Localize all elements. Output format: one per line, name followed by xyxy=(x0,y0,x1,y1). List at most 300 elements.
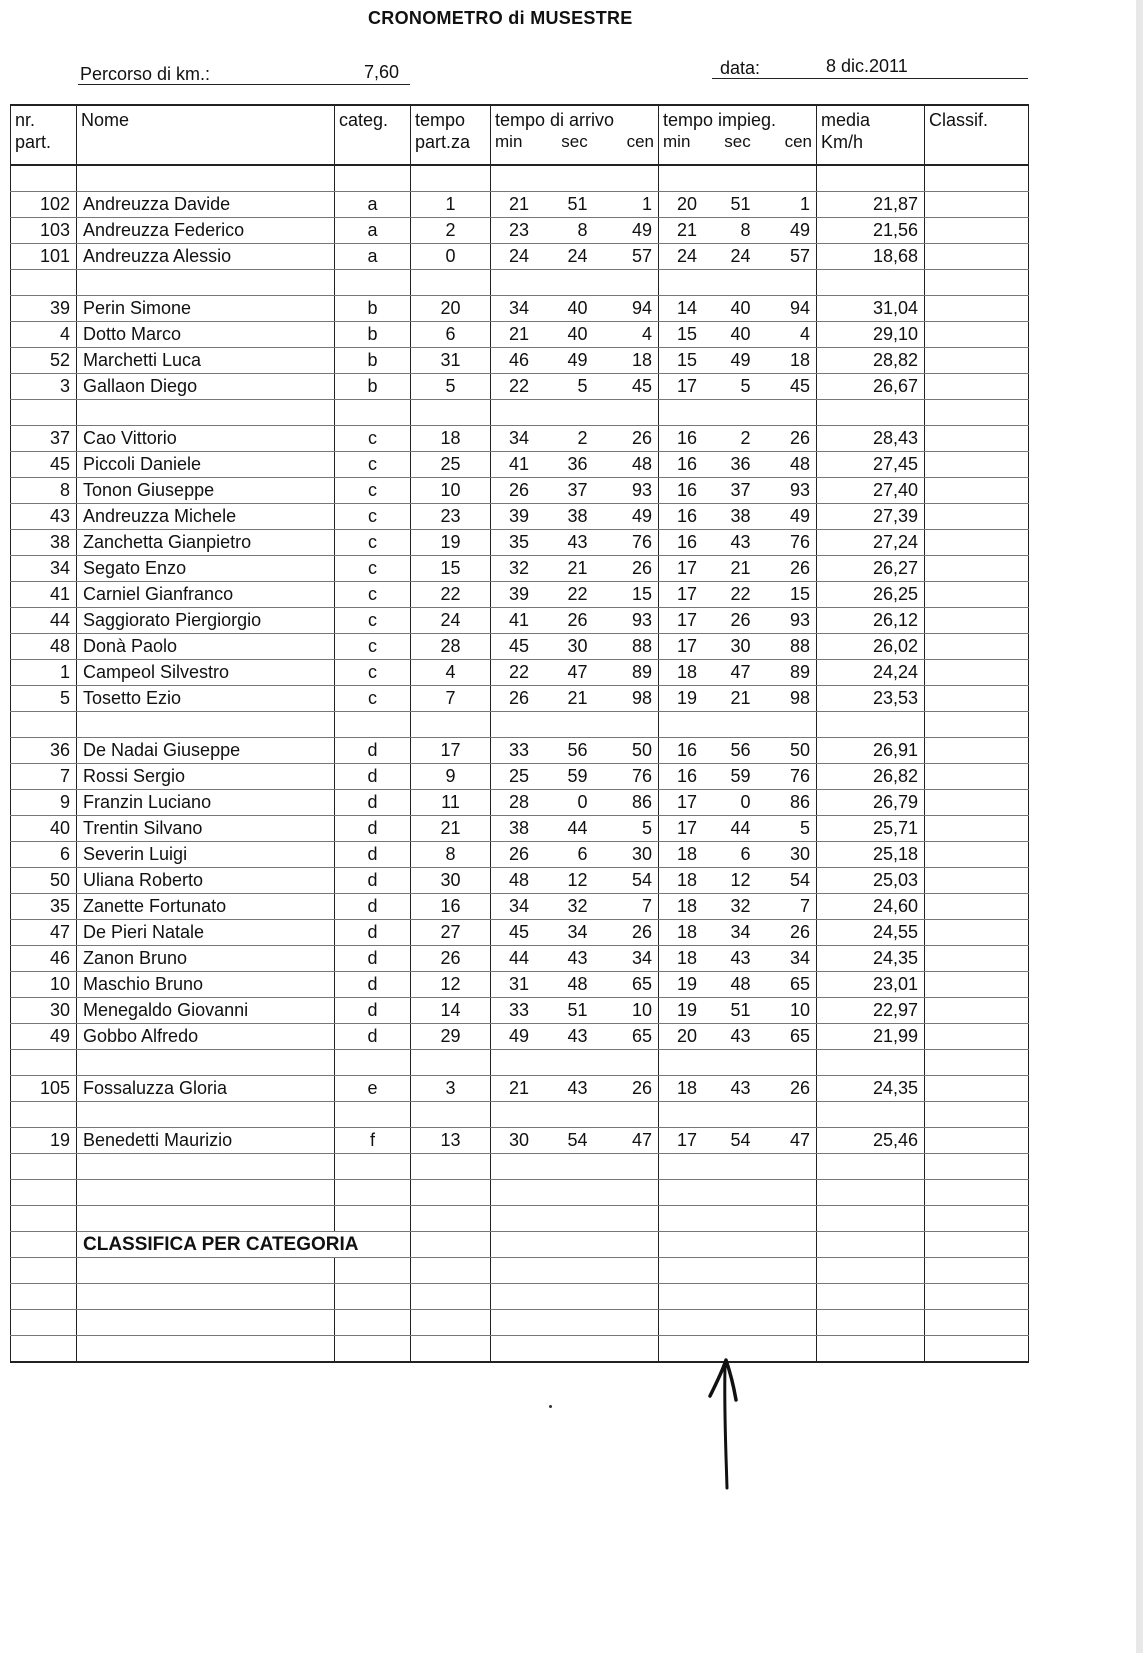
cell-elapsed xyxy=(659,868,817,894)
cell-start: 22 xyxy=(411,582,491,608)
cell-arrival-sec: 24 xyxy=(567,246,588,266)
cell-name: Fossaluzza Gloria xyxy=(77,1076,335,1102)
cell-arrival xyxy=(491,582,659,608)
cell-elapsed-min: 17 xyxy=(676,610,697,630)
cell-start: 27 xyxy=(411,920,491,946)
cell-categ: c xyxy=(335,686,411,712)
cell-average: 23,53 xyxy=(817,686,925,712)
cell-categ: c xyxy=(335,660,411,686)
cell-name: Campeol Silvestro xyxy=(77,660,335,686)
cell-elapsed xyxy=(659,920,817,946)
cell-rank xyxy=(925,1050,1029,1076)
cell-categ xyxy=(335,400,411,426)
cell-name: Cao Vittorio xyxy=(77,426,335,452)
empty-cell xyxy=(11,1310,77,1336)
empty-cell xyxy=(925,1258,1029,1284)
cell-categ: c xyxy=(335,426,411,452)
table-row xyxy=(11,738,1029,764)
cell-elapsed-sec: 38 xyxy=(730,506,751,526)
cell-elapsed xyxy=(659,348,817,374)
cell-nr: 10 xyxy=(11,972,77,998)
cell-rank xyxy=(925,816,1029,842)
cell-elapsed-min: 20 xyxy=(676,1026,697,1046)
cell-arrival-min: 34 xyxy=(508,896,529,916)
cell-nr: 45 xyxy=(11,452,77,478)
cell-elapsed-cen: 47 xyxy=(789,1130,810,1150)
cell-arrival xyxy=(491,686,659,712)
cell-name: Andreuzza Alessio xyxy=(77,244,335,270)
cell-arrival xyxy=(491,868,659,894)
cell-arrival xyxy=(491,1102,659,1128)
empty-cell xyxy=(411,1232,491,1258)
cell-elapsed xyxy=(659,1180,817,1206)
cell-arrival-sec: 26 xyxy=(567,610,588,630)
cell-nr: 47 xyxy=(11,920,77,946)
cell-arrival xyxy=(491,400,659,426)
cell-start xyxy=(411,1180,491,1206)
cell-average: 29,10 xyxy=(817,322,925,348)
cell-arrival xyxy=(491,452,659,478)
cell-arrival-min: 22 xyxy=(508,376,529,396)
cell-elapsed-min: 16 xyxy=(676,740,697,760)
header-nr: nr. part. xyxy=(11,105,77,165)
table-row xyxy=(11,1180,1029,1206)
cell-start: 0 xyxy=(411,244,491,270)
cell-elapsed xyxy=(659,1102,817,1128)
cell-elapsed-cen: 10 xyxy=(789,1000,810,1020)
cell-arrival-min: 21 xyxy=(508,194,529,214)
cell-elapsed-sec: 40 xyxy=(730,298,751,318)
cell-arrival-sec: 40 xyxy=(567,298,588,318)
empty-cell xyxy=(659,1258,817,1284)
cell-arrival-cen: 45 xyxy=(631,376,652,396)
table-row xyxy=(11,192,1029,218)
cell-start xyxy=(411,1102,491,1128)
cell-elapsed-sec: 54 xyxy=(730,1130,751,1150)
cell-arrival-min: 33 xyxy=(508,740,529,760)
cell-arrival-cen: 65 xyxy=(631,974,652,994)
cell-elapsed xyxy=(659,504,817,530)
cell-arrival xyxy=(491,608,659,634)
cell-rank xyxy=(925,764,1029,790)
cell-start xyxy=(411,400,491,426)
cell-elapsed-cen: 7 xyxy=(799,896,810,916)
cell-average: 23,01 xyxy=(817,972,925,998)
table-row xyxy=(11,764,1029,790)
cell-average: 24,35 xyxy=(817,1076,925,1102)
empty-cell xyxy=(817,1232,925,1258)
cell-average xyxy=(817,270,925,296)
cell-elapsed-cen: 26 xyxy=(789,558,810,578)
table-row xyxy=(11,712,1029,738)
cell-categ: d xyxy=(335,816,411,842)
cell-arrival-cen: 88 xyxy=(631,636,652,656)
cell-arrival xyxy=(491,712,659,738)
cell-average: 31,04 xyxy=(817,296,925,322)
cell-elapsed-min: 18 xyxy=(676,1078,697,1098)
cell-start: 31 xyxy=(411,348,491,374)
cell-elapsed-cen: 49 xyxy=(789,506,810,526)
cell-average xyxy=(817,165,925,192)
cell-average: 22,97 xyxy=(817,998,925,1024)
cell-rank xyxy=(925,556,1029,582)
cell-rank xyxy=(925,842,1029,868)
header-rank: Classif. xyxy=(925,105,1029,165)
cell-rank xyxy=(925,1154,1029,1180)
cell-arrival-sec: 43 xyxy=(567,1026,588,1046)
cell-elapsed-sec: 21 xyxy=(730,688,751,708)
cell-elapsed-cen: 26 xyxy=(789,922,810,942)
cell-arrival-cen: 26 xyxy=(631,558,652,578)
cell-arrival-sec: 59 xyxy=(567,766,588,786)
cell-name: Andreuzza Federico xyxy=(77,218,335,244)
cell-arrival-cen: 98 xyxy=(631,688,652,708)
empty-cell xyxy=(77,1284,335,1310)
cell-average: 25,71 xyxy=(817,816,925,842)
cell-name: Trentin Silvano xyxy=(77,816,335,842)
empty-cell xyxy=(817,1310,925,1336)
cell-elapsed-sec: 36 xyxy=(730,454,751,474)
cell-categ xyxy=(335,1180,411,1206)
cell-nr: 50 xyxy=(11,868,77,894)
cell-elapsed xyxy=(659,972,817,998)
cell-elapsed xyxy=(659,1206,817,1232)
cell-elapsed-sec: 44 xyxy=(730,818,751,838)
cell-elapsed-sec: 56 xyxy=(730,740,751,760)
section-title: CLASSIFICA PER CATEGORIA xyxy=(77,1232,411,1258)
cell-categ: c xyxy=(335,582,411,608)
cell-elapsed-sec: 21 xyxy=(730,558,751,578)
date-label: data: xyxy=(720,58,761,78)
cell-arrival-min: 32 xyxy=(508,558,529,578)
table-row xyxy=(11,556,1029,582)
cell-elapsed xyxy=(659,270,817,296)
cell-arrival xyxy=(491,348,659,374)
cell-elapsed-cen: 76 xyxy=(789,532,810,552)
cell-arrival-min: 38 xyxy=(508,818,529,838)
table-row xyxy=(11,478,1029,504)
header-elapsed: tempo impieg. min sec cen xyxy=(659,105,817,165)
cell-rank xyxy=(925,218,1029,244)
cell-name: Tosetto Ezio xyxy=(77,686,335,712)
cell-categ: d xyxy=(335,738,411,764)
cell-arrival-sec: 47 xyxy=(567,662,588,682)
cell-arrival-min: 31 xyxy=(508,974,529,994)
cell-elapsed xyxy=(659,374,817,400)
empty-cell xyxy=(11,1284,77,1310)
cell-elapsed-min: 15 xyxy=(676,350,697,370)
cell-rank xyxy=(925,1180,1029,1206)
cell-name: Uliana Roberto xyxy=(77,868,335,894)
cell-elapsed xyxy=(659,816,817,842)
cell-elapsed xyxy=(659,842,817,868)
table-row xyxy=(11,400,1029,426)
table-row xyxy=(11,426,1029,452)
cell-average xyxy=(817,1050,925,1076)
cell-arrival-min: 23 xyxy=(508,220,529,240)
cell-average xyxy=(817,1102,925,1128)
cell-nr: 41 xyxy=(11,582,77,608)
cell-start: 10 xyxy=(411,478,491,504)
cell-name: Andreuzza Michele xyxy=(77,504,335,530)
cell-arrival-cen: 89 xyxy=(631,662,652,682)
page-edge xyxy=(1136,0,1143,1653)
cell-start: 6 xyxy=(411,322,491,348)
cell-average: 28,82 xyxy=(817,348,925,374)
cell-arrival xyxy=(491,322,659,348)
cell-average: 28,43 xyxy=(817,426,925,452)
cell-average: 25,46 xyxy=(817,1128,925,1154)
cell-rank xyxy=(925,374,1029,400)
cell-start: 9 xyxy=(411,764,491,790)
cell-arrival xyxy=(491,790,659,816)
cell-arrival-cen: 49 xyxy=(631,506,652,526)
section-row xyxy=(11,1232,1029,1258)
cell-elapsed xyxy=(659,712,817,738)
table-row xyxy=(11,1284,1029,1310)
cell-elapsed-min: 18 xyxy=(676,896,697,916)
cell-rank xyxy=(925,426,1029,452)
cell-arrival-cen: 57 xyxy=(631,246,652,266)
cell-elapsed xyxy=(659,322,817,348)
empty-cell xyxy=(925,1232,1029,1258)
empty-cell xyxy=(491,1232,659,1258)
cell-elapsed xyxy=(659,478,817,504)
cell-name: Gallaon Diego xyxy=(77,374,335,400)
cell-categ: a xyxy=(335,244,411,270)
cell-arrival xyxy=(491,426,659,452)
cell-elapsed-cen: 45 xyxy=(789,376,810,396)
cell-arrival-sec: 30 xyxy=(567,636,588,656)
cell-categ: b xyxy=(335,296,411,322)
ink-dot xyxy=(549,1405,552,1408)
cell-elapsed-cen: 4 xyxy=(799,324,810,344)
cell-elapsed xyxy=(659,582,817,608)
cell-arrival-min: 21 xyxy=(508,1078,529,1098)
cell-arrival-cen: 18 xyxy=(631,350,652,370)
cell-start: 1 xyxy=(411,192,491,218)
cell-arrival xyxy=(491,192,659,218)
cell-elapsed-min: 17 xyxy=(676,558,697,578)
table-row xyxy=(11,894,1029,920)
cell-rank xyxy=(925,452,1029,478)
cell-rank xyxy=(925,348,1029,374)
cell-elapsed-cen: 76 xyxy=(789,766,810,786)
cell-average: 27,24 xyxy=(817,530,925,556)
cell-average: 25,18 xyxy=(817,842,925,868)
cell-average: 21,99 xyxy=(817,1024,925,1050)
cell-elapsed-cen: 50 xyxy=(789,740,810,760)
cell-elapsed-cen: 30 xyxy=(789,844,810,864)
cell-start: 5 xyxy=(411,374,491,400)
cell-categ: b xyxy=(335,348,411,374)
empty-cell xyxy=(11,1258,77,1284)
table-row xyxy=(11,530,1029,556)
cell-rank xyxy=(925,712,1029,738)
cell-elapsed-sec: 43 xyxy=(730,1078,751,1098)
cell-arrival xyxy=(491,218,659,244)
cell-arrival-cen: 49 xyxy=(631,220,652,240)
cell-average: 18,68 xyxy=(817,244,925,270)
cell-elapsed-cen: 26 xyxy=(789,428,810,448)
empty-cell xyxy=(817,1258,925,1284)
cell-arrival-cen: 4 xyxy=(641,324,652,344)
empty-cell xyxy=(411,1284,491,1310)
cell-start xyxy=(411,165,491,192)
cell-start: 30 xyxy=(411,868,491,894)
cell-arrival-cen: 10 xyxy=(631,1000,652,1020)
cell-arrival xyxy=(491,1206,659,1232)
cell-elapsed-cen: 94 xyxy=(789,298,810,318)
cell-elapsed-sec: 43 xyxy=(730,948,751,968)
cell-arrival xyxy=(491,894,659,920)
cell-nr: 4 xyxy=(11,322,77,348)
table-row xyxy=(11,244,1029,270)
cell-start: 14 xyxy=(411,998,491,1024)
cell-start: 23 xyxy=(411,504,491,530)
cell-nr xyxy=(11,400,77,426)
cell-arrival-min: 24 xyxy=(508,246,529,266)
cell-elapsed-cen: 98 xyxy=(789,688,810,708)
cell-rank xyxy=(925,1128,1029,1154)
cell-rank xyxy=(925,972,1029,998)
cell-elapsed-min: 19 xyxy=(676,974,697,994)
cell-arrival xyxy=(491,296,659,322)
cell-elapsed xyxy=(659,1154,817,1180)
cell-arrival-sec: 36 xyxy=(567,454,588,474)
header-average: media Km/h xyxy=(817,105,925,165)
cell-elapsed xyxy=(659,686,817,712)
cell-start: 7 xyxy=(411,686,491,712)
table-row xyxy=(11,842,1029,868)
header-start: tempo part.za xyxy=(411,105,491,165)
cell-arrival-min: 41 xyxy=(508,454,529,474)
cell-arrival xyxy=(491,1180,659,1206)
cell-arrival-cen: 26 xyxy=(631,922,652,942)
cell-categ xyxy=(335,712,411,738)
cell-elapsed-sec: 43 xyxy=(730,1026,751,1046)
cell-start: 12 xyxy=(411,972,491,998)
empty-cell xyxy=(335,1336,411,1363)
cell-start xyxy=(411,1050,491,1076)
table-row xyxy=(11,504,1029,530)
table-row xyxy=(11,348,1029,374)
cell-elapsed-cen: 34 xyxy=(789,948,810,968)
cell-arrival-cen: 65 xyxy=(631,1026,652,1046)
cell-average: 24,24 xyxy=(817,660,925,686)
cell-arrival-sec: 37 xyxy=(567,480,588,500)
cell-elapsed xyxy=(659,634,817,660)
cell-elapsed xyxy=(659,1128,817,1154)
cell-rank xyxy=(925,608,1029,634)
cell-elapsed xyxy=(659,400,817,426)
cell-rank xyxy=(925,1206,1029,1232)
cell-categ: e xyxy=(335,1076,411,1102)
cell-average xyxy=(817,1154,925,1180)
table-row xyxy=(11,1102,1029,1128)
cell-arrival xyxy=(491,244,659,270)
cell-elapsed-cen: 1 xyxy=(799,194,810,214)
cell-elapsed xyxy=(659,1024,817,1050)
cell-elapsed xyxy=(659,244,817,270)
empty-cell xyxy=(77,1336,335,1363)
cell-elapsed-sec: 12 xyxy=(730,870,751,890)
cell-rank xyxy=(925,244,1029,270)
cell-name xyxy=(77,1154,335,1180)
cell-categ: d xyxy=(335,790,411,816)
cell-nr: 46 xyxy=(11,946,77,972)
cell-arrival-cen: 7 xyxy=(641,896,652,916)
cell-elapsed-min: 16 xyxy=(676,506,697,526)
cell-elapsed-cen: 93 xyxy=(789,480,810,500)
cell-arrival-min: 45 xyxy=(508,636,529,656)
cell-start: 16 xyxy=(411,894,491,920)
cell-elapsed-sec: 2 xyxy=(740,428,751,448)
cell-start: 21 xyxy=(411,816,491,842)
cell-start: 18 xyxy=(411,426,491,452)
cell-elapsed-sec: 49 xyxy=(730,350,751,370)
cell-average xyxy=(817,400,925,426)
cell-arrival xyxy=(491,1024,659,1050)
cell-elapsed-sec: 8 xyxy=(740,220,751,240)
cell-elapsed-sec: 43 xyxy=(730,532,751,552)
cell-arrival-min: 44 xyxy=(508,948,529,968)
table-row xyxy=(11,608,1029,634)
cell-elapsed-min: 18 xyxy=(676,922,697,942)
table-row xyxy=(11,1310,1029,1336)
date-underline xyxy=(712,78,1028,79)
cell-arrival xyxy=(491,764,659,790)
cell-nr: 105 xyxy=(11,1076,77,1102)
cell-average: 26,91 xyxy=(817,738,925,764)
cell-categ: c xyxy=(335,478,411,504)
cell-nr: 35 xyxy=(11,894,77,920)
table-row xyxy=(11,686,1029,712)
cell-categ: c xyxy=(335,504,411,530)
cell-arrival xyxy=(491,556,659,582)
cell-arrival-sec: 51 xyxy=(567,194,588,214)
cell-rank xyxy=(925,165,1029,192)
cell-arrival xyxy=(491,946,659,972)
cell-nr xyxy=(11,1180,77,1206)
cell-rank xyxy=(925,1024,1029,1050)
cell-nr: 39 xyxy=(11,296,77,322)
cell-arrival-min: 49 xyxy=(508,1026,529,1046)
cell-categ: b xyxy=(335,322,411,348)
cell-name: Perin Simone xyxy=(77,296,335,322)
cell-elapsed-cen: 89 xyxy=(789,662,810,682)
cell-arrival-min: 34 xyxy=(508,428,529,448)
cell-elapsed xyxy=(659,165,817,192)
cell-elapsed-min: 17 xyxy=(676,376,697,396)
cell-elapsed-sec: 5 xyxy=(740,376,751,396)
table-row xyxy=(11,1128,1029,1154)
cell-start xyxy=(411,270,491,296)
cell-start: 19 xyxy=(411,530,491,556)
cell-elapsed-min: 16 xyxy=(676,766,697,786)
cell-average: 24,55 xyxy=(817,920,925,946)
table-row xyxy=(11,582,1029,608)
cell-arrival xyxy=(491,374,659,400)
course-underline xyxy=(78,84,410,85)
cell-average: 21,87 xyxy=(817,192,925,218)
table-row xyxy=(11,374,1029,400)
cell-arrival-sec: 40 xyxy=(567,324,588,344)
empty-cell xyxy=(11,1336,77,1363)
cell-arrival-min: 25 xyxy=(508,766,529,786)
cell-categ: c xyxy=(335,530,411,556)
cell-nr: 9 xyxy=(11,790,77,816)
